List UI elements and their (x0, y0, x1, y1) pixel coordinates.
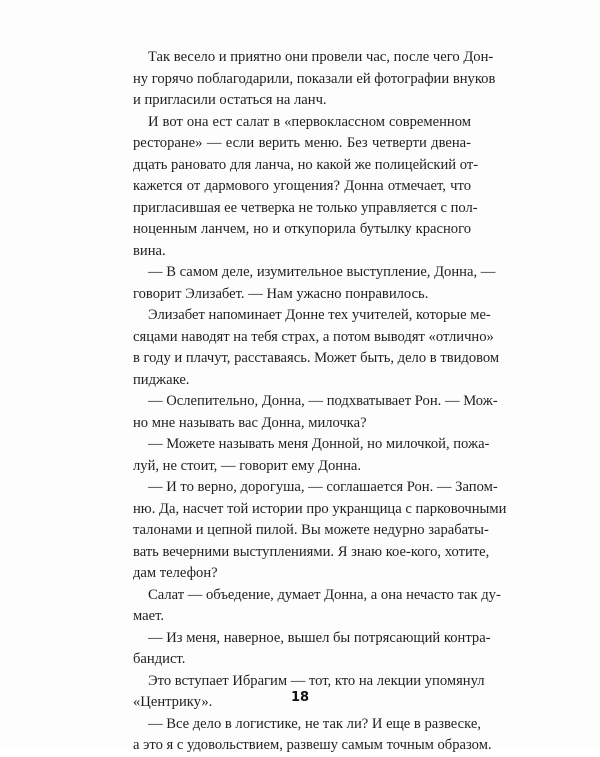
text-line: — Ослепительно, Донна, — подхватывает Рон. — Мож- (148, 393, 498, 409)
text-line: вать вечерними выступлениями. Я знаю кое-кого, хотите, (133, 543, 490, 560)
text-line: но мне называть вас Донна, милочка? (133, 414, 367, 431)
text-line: говорит Элизабет. — Нам ужасно понравилось. (133, 285, 429, 302)
text-line: ресторане» — если верить меню. Без четверти двена- (133, 135, 471, 151)
text-line: дам телефон? (133, 565, 218, 581)
text-line: Это вступает Ибрагим — тот, кто на лекции упомянул (148, 672, 485, 689)
text-line: и пригласили остаться на ланч. (133, 92, 327, 108)
body-text (133, 47, 507, 757)
text-line: — Из меня, наверное, вышел бы потрясающий контра- (148, 629, 491, 646)
text-line: сяцами наводят на тебя страх, а потом выводят «отлично» (133, 328, 494, 345)
text-line: вина. (133, 242, 166, 259)
text-line: кажется от дармового угощения? Донна отмечает, что (133, 178, 471, 194)
text-line: дцать рановато для ланча, но какой же полицейский от- (133, 156, 479, 173)
text-line: — И то верно, дорогуша, — соглашается Рон. — Запом- (148, 479, 498, 495)
page-number: 18 (290, 690, 310, 705)
text-line: — Можете называть меня Донной, но милочкой, пожа- (148, 436, 490, 452)
text-line: — Все дело в логистике, не так ли? И еще в развеске, (148, 715, 481, 732)
text-line: Салат — объедение, думает Донна, а она нечасто так ду- (148, 586, 501, 603)
text-line: Элизабет напоминает Донне тех учителей, которые ме- (148, 307, 491, 323)
text-line: луй, не стоит, — говорит ему Донна. (133, 457, 362, 474)
text-line: а это я с удовольствием, развешу самым точным образом. (133, 737, 492, 753)
text-line: — В самом деле, изумительное выступление, Донна, — (148, 264, 496, 280)
text-line: ну горячо поблагодарили, показали ей фотографии внуков (133, 70, 496, 87)
text-line: Так весело и приятно они провели час, после чего Дон- (148, 49, 494, 65)
text-line: талонами и цепной пилой. Вы можете недурно зарабаты- (133, 522, 489, 538)
text-line: в году и плачут, расставаясь. Может быть, дело в твидовом (133, 350, 500, 366)
text-line: мает. (133, 608, 165, 624)
text-line: пригласившая ее четверка не только управляется с пол- (133, 199, 478, 216)
text-line: ноценным ланчем, но и откупорила бутылку красного (133, 221, 471, 237)
text-line: И вот она ест салат в «первоклассном современном (148, 113, 471, 130)
text-line: «Центрику». (133, 694, 213, 710)
text-line: ню. Да, насчет той истории про укранщица с парковочными (133, 500, 507, 517)
text-line: бандист. (133, 651, 186, 667)
text-line: пиджаке. (133, 371, 190, 388)
